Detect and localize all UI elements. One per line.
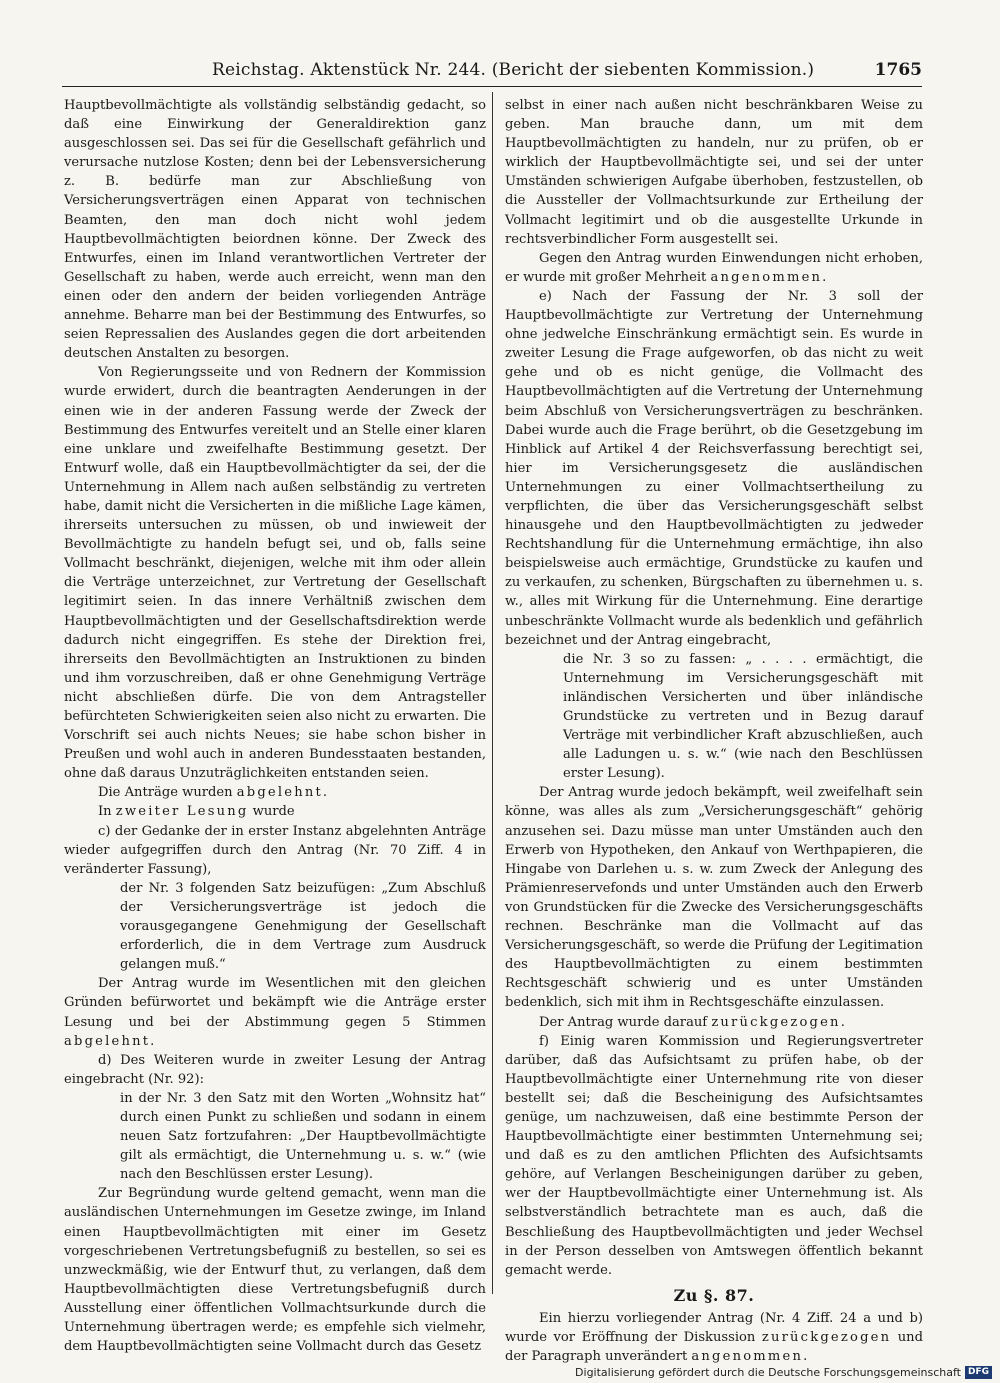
text-run: Ein hierzu vorliegender Antrag (Nr. 4 Ziff. 24 a und b) wurde vor Eröffnung der Diskussion <box>505 1310 923 1345</box>
page-header <box>62 58 922 88</box>
paragraph: Zur Begründung wurde geltend gemacht, wenn man die ausländischen Unternehmungen im Gesetze zwinge, im Inland einen Hauptbevollmächtigten mit einer im Gesetz vorgeschriebenen Vertretungsbefugniß zu bestellen, so sei es unzweckmäßig, wie der Entwurf thut, zu verlangen, daß dem Hauptbevollmächtigten diese Vertretungsbefugniß durch Ausstellung einer öffentlichen Vollmachtsurkunde durch die Unternehmung übertragen werde; es empfehle sich vielmehr, dem Hauptbevollmächtigten seine Vollmacht durch das Gesetz <box>64 1186 486 1355</box>
paragraph <box>64 802 486 821</box>
paragraph: d) Des Weiteren wurde in zweiter Lesung der Antrag eingebracht (Nr. 92): <box>64 1052 486 1087</box>
right-column <box>505 96 923 1366</box>
dfg-logo-icon: DFG <box>965 1366 992 1379</box>
text-run: wurde <box>252 804 295 820</box>
text-run: Gegen den Antrag wurden Einwendungen nicht erhoben, er wurde mit großer Mehrheit <box>505 250 923 285</box>
paragraph <box>64 974 486 1050</box>
paragraph: e) Nach der Fassung der Nr. 3 soll der Hauptbevollmächtigte zur Vertretung der Unternehmung ohne jedwelche Einschränkung ermächtigt sein. Es wurde in zweiter Lesung die Frage aufgeworfen, ob das nicht zu weit gehe und ob es nicht genüge, die Vollmacht des Hauptbevollmächtigten auf die Vertretung der Unternehmung beim Abschluß von Versicherungsverträgen zu beschränken. Dabei wurde auch die Frage berührt, ob die Gesetzgebung im Hinblick auf Artikel 4 der Reichsverfassung berechtigt sei, hier im Versicherungsgesetz die ausländischen Unternehmungen zu einer Vollmachtsertheilung zu verpflichten, die über das Versicherungsgeschäft selbst hinausgehe und den Hauptbevollmächtigten zu jedweder Rechtshandlung für die Unternehmung ermächtige, ihn also beispielsweise auch ermächtige, Grundstücke zu kaufen und zu verkaufen, zu schenken, Bürgschaften zu übernehmen u. s. w., alles mit Wirkung für die Unternehmung. Eine derartige unbeschränkte Vollmacht wurde als bedenklich und gefährlich bezeichnet und der Antrag eingebracht, <box>505 288 923 648</box>
footer-credit: Digitalisierung gefördert durch die Deutsche Forschungsgemeinschaft <box>575 1366 961 1379</box>
left-column <box>64 96 486 1356</box>
paragraph: selbst in einer nach außen nicht beschränkbaren Weise zu geben. Man brauche dann, um mit dem Hauptbevollmächtigten zu handeln, nur zu prüfen, ob er wirklich der Hauptbevollmächtigte sei, und sei der unter Umständen schwierigen Aufgabe überhoben, festzustellen, ob die Aussteller der Vollmachtsurkunde zur Ertheilung der Vollmacht legitimirt und ob die ausgestellte Urkunde in rechtsverbindlicher Form ausgestellt sei. <box>505 98 923 247</box>
text-run: und der Paragraph unverändert <box>505 1330 923 1365</box>
emphasis-text: angenommen. <box>710 269 829 285</box>
running-title: Reichstag. Aktenstück Nr. 244. (Bericht der siebenten Kommission.) <box>212 60 815 80</box>
paragraph <box>505 1013 923 1032</box>
text-run: Der Antrag wurde darauf <box>539 1014 708 1030</box>
page-number: 1765 <box>874 60 922 80</box>
header-rule <box>62 86 922 87</box>
text-run: Der Antrag wurde im Wesentlichen mit den gleichen Gründen befürwortet und bekämpft wie die Anträge erster Lesung und bei der Abstimmung gegen 5 Stimmen <box>64 976 486 1030</box>
quoted-motion: die Nr. 3 so zu fassen: „ . . . . ermächtigt, die Unternehmung im Versicherungsgeschäft mit inländischen Versicherten und über inländische Grundstücke zu vertreten und in Bezug darauf Verträge mit verbindlicher Kraft abzuschließen, auch alle Ladungen u. s. w.“ (wie nach den Beschlüssen erster Lesung). <box>563 651 923 782</box>
paragraph: Der Antrag wurde jedoch bekämpft, weil zweifelhaft sein könne, was alles als zum „Versicherungsgeschäft“ gehörig anzusehen sei. Dazu müsse man unter Umständen auch den Erwerb von Hypotheken, den Ankauf von Werthpapieren, die Hingabe von Darlehen u. s. w. zum Zweck der Anlegung des Prämienreservefonds und unter Umständen auch den Erwerb von Grundstücken für die Zwecke des Versicherungsgeschäfts rechnen. Beschränke man die Vollmacht auf das Versicherungsgeschäft, so werde die Prüfung der Legitimation des Hauptbevollmächtigten zu einem bestimmten Rechtsgeschäft schwierig und es unter Umständen bedenklich, sich mit ihm in Rechtsgeschäfte einzulassen. <box>505 785 923 1011</box>
emphasis-text: zurückgezogen <box>761 1330 892 1345</box>
paragraph <box>505 1309 923 1366</box>
emphasis-text: zurückgezogen. <box>711 1014 848 1030</box>
paragraph: f) Einig waren Kommission und Regierungsvertreter darüber, daß das Aufsichtsamt zu prüfen habe, ob der Hauptbevollmächtigte einer Unternehmung rite von dieser bestellt sei; daß die Bescheinigung des Aufsichtsamtes genüge, um nachzuweisen, daß eine bestimmte Person der Hauptbevollmächtigte einer bestimmten Unternehmung sei; und daß es zu den amtlichen Pflichten des Aufsichtsamts gehöre, auf Verlangen Bescheinigungen darüber zu geben, wer der Hauptbevollmächtigte einer Unternehmung ist. Als selbstverständlich betrachtete man es auch, daß die Beschließung des Hauptbevollmächtigten und jeder Wechsel in der Person desselben von Amtswegen öffentlich bekannt gemacht werde. <box>505 1033 923 1278</box>
emphasis-text: abgelehnt. <box>64 1033 157 1049</box>
section-heading: Zu §. 87. <box>673 1285 755 1305</box>
paragraph: Von Regierungsseite und von Rednern der Kommission wurde erwidert, durch die beantragten Aenderungen in der einen wie in der anderen Fassung werde der Zweck der Bestimmung des Entwurfes vereitelt und an Stelle einer klaren eine unklare und zweifelhafte Bestimmung gesetzt. Der Entwurf wolle, daß ein Hauptbevollmächtigter da sei, der die Unternehmung in Allem nach außen selbständig zu vertreten habe, damit nicht die Versicherten in die mißliche Lage kämen, ihrerseits untersuchen zu müssen, ob und inwieweit der Bevollmächtigte zu handeln befugt sei, und ob, falls seine Vollmacht beschränkt, diejenigen, welche mit ihm oder allein die Verträge unterzeichnet, zur Vertretung der Gesellschaft legitimirt seien. In das innere Verhältniß zwischen dem Hauptbevollmächtigten und der Gesellschaftsdirektion werde dadurch nicht eingegriffen. Es stehe der Direktion frei, ihrerseits den Bevollmächtigten an Instruktionen zu binden und ihm vorzuschreiben, daß er ohne Genehmigung Verträge nicht abschließen dürfe. Die von dem Antragsteller befürchteten Schwierigkeiten seien also nicht zu erwarten. Die Vorschrift sei auch nichts Neues; sie habe schon bisher in Preußen und wohl auch in anderen Bundesstaaten bestanden, ohne daß daraus Unzuträglichkeiten entstanden seien. <box>64 365 486 782</box>
text-run: Die Anträge wurden <box>98 785 233 801</box>
emphasis-text: angenommen. <box>691 1349 810 1365</box>
quoted-motion: in der Nr. 3 den Satz mit den Worten „Wohnsitz hat“ durch einen Punkt zu schließen und sodann in einem neuen Satz fortzufahren: „Der Hauptbevollmächtigte gilt als ermächtigt, die Unternehmung u. s. w.“ (wie nach den Beschlüssen erster Lesung). <box>120 1090 486 1183</box>
emphasis-text: zweiter Lesung <box>115 804 249 820</box>
column-divider <box>492 92 493 1294</box>
paragraph: c) der Gedanke der in erster Instanz abgelehnten Anträge wieder aufgegriffen durch den Antrag (Nr. 70 Ziff. 4 in veränderter Fassung), <box>64 823 486 877</box>
paragraph <box>64 783 486 802</box>
digitization-footer <box>575 1366 992 1379</box>
paragraph <box>505 249 923 287</box>
text-run: In <box>98 804 112 820</box>
emphasis-text: abgelehnt. <box>236 785 330 801</box>
quoted-motion: der Nr. 3 folgenden Satz beizufügen: „Zum Abschluß der Versicherungsverträge ist jedoch die vorausgegangene Genehmigung der Gesellschaft erforderlich, die in dem Vertrage zum Ausdruck gelangen muß.“ <box>120 880 486 973</box>
paragraph: Hauptbevollmächtigte als vollständig selbständig gedacht, so daß eine Einwirkung der Generaldirektion ganz ausgeschlossen sei. Das sei für die Gesellschaft gefährlich und verursache nutzlose Kosten; denn bei der Lebensversicherung z. B. bedürfe man zur Abschließung von Versicherungsverträgen einen Apparat von technischen Beamten, den man doch nicht wohl jedem Hauptbevollmächtigten beiordnen könne. Der Zweck des Entwurfes, einen im Inland verantwortlichen Vertreter der Gesellschaft zu haben, werde auch erreicht, wenn man den einen oder den andern der beiden vorliegenden Anträge annehme. Beharre man bei der Bestimmung des Entwurfes, so seien Repressalien des Auslandes gegen die dort arbeitenden deutschen Anstalten zu besorgen. <box>64 98 486 362</box>
